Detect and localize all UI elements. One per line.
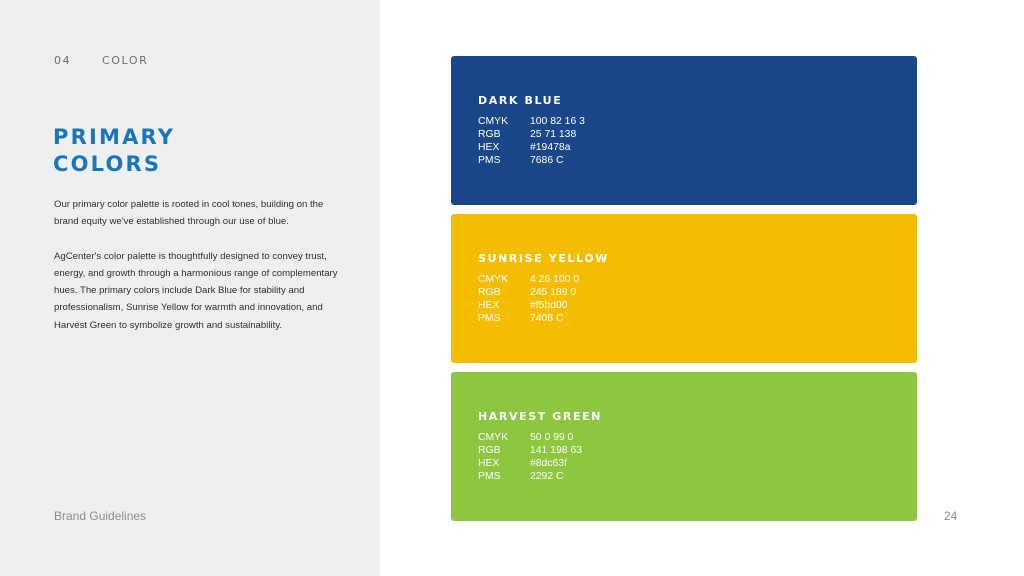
spec-value: #19478a <box>530 142 571 153</box>
spec-row-rgb <box>478 128 585 141</box>
spec-label: CMYK <box>478 116 509 127</box>
spec-value: 50 0 99 0 <box>530 432 574 443</box>
spec-value: 7686 C <box>530 155 564 166</box>
color-name: HARVEST GREEN <box>478 410 603 423</box>
spec-row-hex <box>478 457 582 470</box>
spec-value: 7408 C <box>530 313 564 324</box>
section-name: COLOR <box>102 54 149 67</box>
spec-row-cmyk <box>478 431 582 444</box>
color-swatch-dark-blue <box>451 56 917 205</box>
spec-value: #8dc63f <box>530 458 567 469</box>
spec-label: PMS <box>478 471 501 482</box>
color-name: SUNRISE YELLOW <box>478 252 609 265</box>
spec-row-cmyk <box>478 115 585 128</box>
spec-value: #f5bd00 <box>530 300 568 311</box>
spec-label: HEX <box>478 458 500 469</box>
color-specs <box>478 273 579 325</box>
color-name: DARK BLUE <box>478 94 563 107</box>
spec-value: 245 189 0 <box>530 287 577 298</box>
spec-value: 25 71 138 <box>530 129 577 140</box>
color-specs <box>478 115 585 167</box>
page-title-line-1: PRIMARY <box>53 125 176 149</box>
spec-label: CMYK <box>478 274 509 285</box>
left-panel <box>0 0 380 576</box>
spec-label: HEX <box>478 142 500 153</box>
body-text <box>54 196 344 351</box>
section-label <box>54 54 148 67</box>
spec-value: 4 26 100 0 <box>530 274 580 285</box>
page-number: 24 <box>944 509 958 523</box>
description-paragraph: AgCenter's color palette is thoughtfully designed to convey trust, energy, and growth through a harmonious range of complementary hues. The primary colors include Dark Blue for stability and professionalism, Sunrise Yellow for warmth and innovation, and Harvest Green to symbolize growth and sustainability. <box>54 250 338 331</box>
page-title-line-2: COLORS <box>53 152 162 176</box>
page-title <box>53 124 175 178</box>
spec-row-pms <box>478 312 579 325</box>
color-specs <box>478 431 582 483</box>
spec-row-rgb <box>478 444 582 457</box>
spec-row-pms <box>478 470 582 483</box>
spec-label: PMS <box>478 313 501 324</box>
color-swatch-harvest-green <box>451 372 917 521</box>
spec-label: PMS <box>478 155 501 166</box>
spec-label: RGB <box>478 287 501 298</box>
spec-label: RGB <box>478 129 501 140</box>
color-swatch-sunrise-yellow <box>451 214 917 363</box>
spec-label: RGB <box>478 445 501 456</box>
spec-row-hex <box>478 299 579 312</box>
spec-row-rgb <box>478 286 579 299</box>
footer-label: Brand Guidelines <box>54 509 147 523</box>
spec-label: CMYK <box>478 432 509 443</box>
intro-paragraph: Our primary color palette is rooted in cool tones, building on the brand equity we've established through our use of blue. <box>54 199 324 228</box>
spec-row-cmyk <box>478 273 579 286</box>
section-number: 04 <box>54 54 72 67</box>
spec-value: 2292 C <box>530 471 564 482</box>
spec-value: 141 198 63 <box>530 445 583 456</box>
spec-value: 100 82 16 3 <box>530 116 585 127</box>
spec-row-hex <box>478 141 585 154</box>
spec-row-pms <box>478 154 585 167</box>
spec-label: HEX <box>478 300 500 311</box>
